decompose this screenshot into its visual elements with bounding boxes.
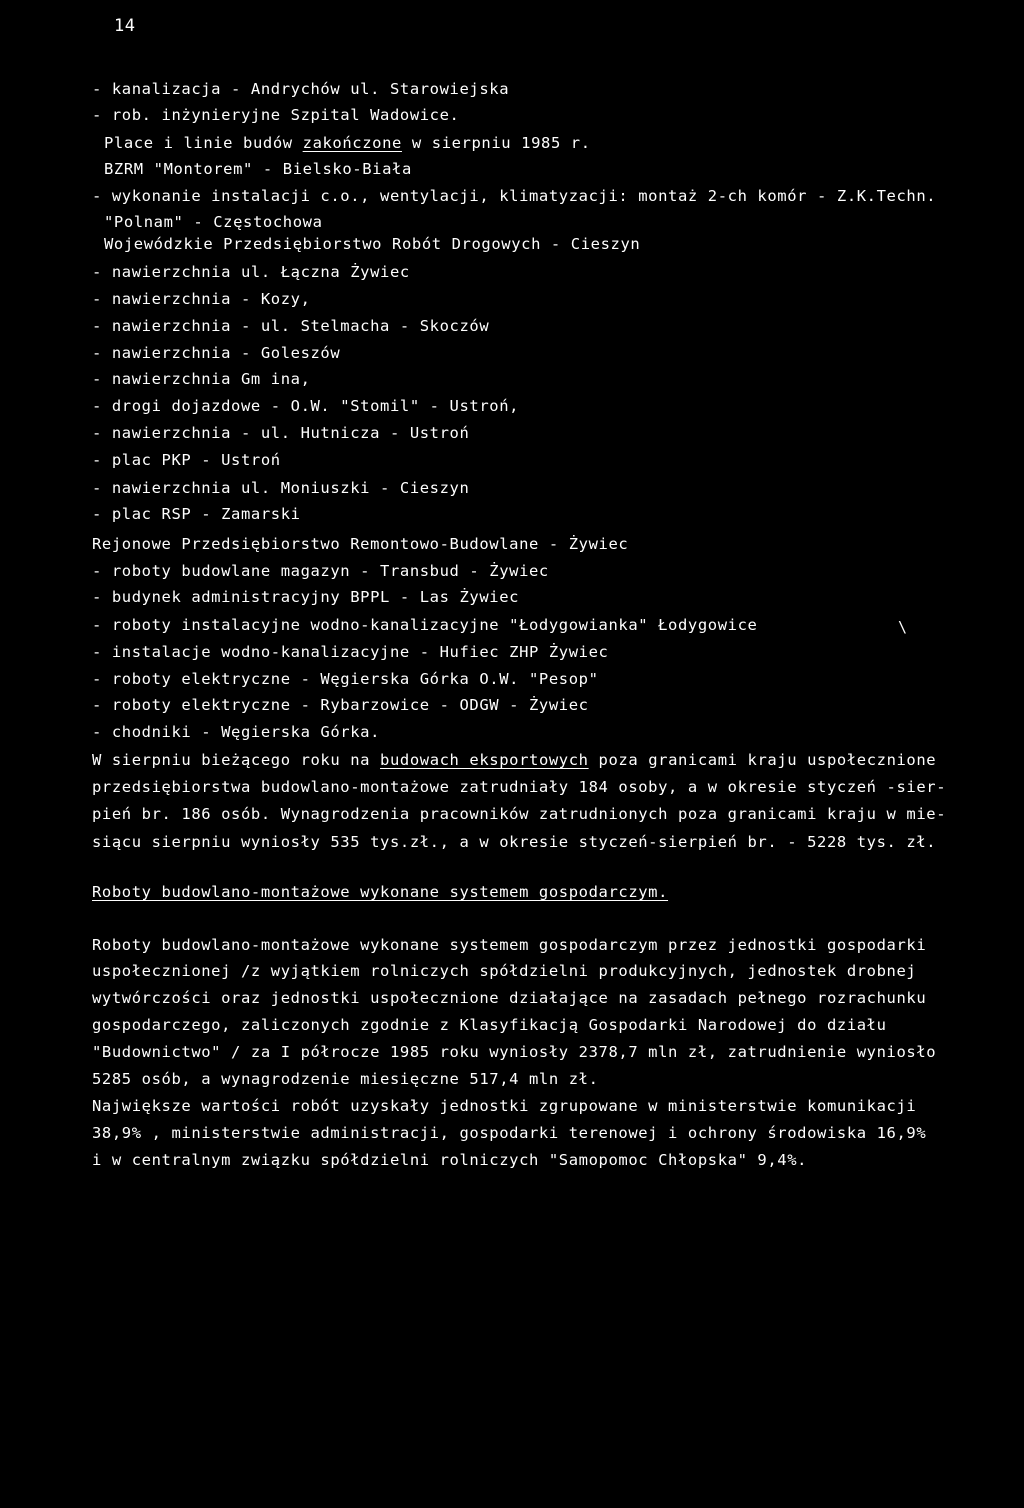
paragraph-line: 38,9% , ministerstwie administracji, gospodarki terenowej i ochrony środowiska 16,9% <box>92 1124 927 1142</box>
list-line: - nawierzchnia - Goleszów <box>92 344 341 362</box>
paragraph-line: uspołecznionej /z wyjątkiem rolniczych spółdzielni produkcyjnych, jednostek drobnej <box>92 962 917 980</box>
paragraph-line: "Budownictwo" / za I półrocze 1985 roku wyniosły 2378,7 mln zł, zatrudnienie wyniosło <box>92 1043 937 1061</box>
list-line: Wojewódzkie Przedsiębiorstwo Robót Drogowych - Cieszyn <box>104 235 641 253</box>
paragraph-line: przedsiębiorstwa budowlano-montażowe zatrudniały 184 osoby, a w okresie styczeń -sier- <box>92 778 947 796</box>
paragraph-line: gospodarczego, zaliczonych zgodnie z Klasyfikacją Gospodarki Narodowej do działu <box>92 1016 887 1034</box>
list-line: - nawierzchnia - Kozy, <box>92 290 311 308</box>
list-line: - rob. inżynieryjne Szpital Wadowice. <box>92 106 460 124</box>
paragraph-line: Roboty budowlano-montażowe wykonane systemem gospodarczym przez jednostki gospodarki <box>92 936 927 954</box>
page-number: 14 <box>114 16 136 36</box>
text-segment: w sierpniu 1985 r. <box>401 134 591 152</box>
list-line: - roboty budowlane magazyn - Transbud - Żywiec <box>92 562 549 580</box>
list-line: - kanalizacja - Andrychów ul. Starowiejska <box>92 80 510 98</box>
list-line: - budynek administracyjny BPPL - Las Żywiec <box>92 588 520 606</box>
list-line: - plac RSP - Zamarski <box>92 505 301 523</box>
list-line: BZRM "Montorem" - Bielsko-Biała <box>104 160 412 178</box>
paragraph-line <box>92 751 936 769</box>
paragraph-line: wytwórczości oraz jednostki uspołecznione działające na zasadach pełnego rozrachunku <box>92 989 927 1007</box>
paragraph-line: i w centralnym związku spółdzielni rolniczych "Samopomoc Chłopska" 9,4%. <box>92 1151 808 1169</box>
list-line: - nawierzchnia ul. Moniuszki - Cieszyn <box>92 479 470 497</box>
list-line: - roboty elektryczne - Węgierska Górka O.W. "Pesop" <box>92 670 599 688</box>
stray-mark: \ <box>898 618 908 636</box>
list-line: - instalacje wodno-kanalizacyjne - Hufiec ZHP Żywiec <box>92 643 609 661</box>
list-line: - nawierzchnia - ul. Hutnicza - Ustroń <box>92 424 470 442</box>
list-line: - nawierzchnia ul. Łączna Żywiec <box>92 263 410 281</box>
paragraph-line: 5285 osób, a wynagrodzenie miesięczne 517,4 mln zł. <box>92 1070 599 1088</box>
paragraph-line: siącu sierpniu wyniosły 535 tys.zł., a w okresie styczeń-sierpień br. - 5228 tys. zł. <box>92 833 937 851</box>
paragraph-line: Największe wartości robót uzyskały jednostki zgrupowane w ministerstwie komunikacji <box>92 1097 917 1115</box>
text-segment: W sierpniu bieżącego roku na <box>92 751 381 769</box>
list-line: - chodniki - Węgierska Górka. <box>92 723 381 741</box>
list-line: - drogi dojazdowe - O.W. "Stomil" - Ustroń, <box>92 397 520 415</box>
list-line: - plac PKP - Ustroń <box>92 451 281 469</box>
underlined-phrase: budowach eksportowych <box>380 751 589 769</box>
list-line: Rejonowe Przedsiębiorstwo Remontowo-Budowlane - Żywiec <box>92 535 629 553</box>
list-line: - nawierzchnia - ul. Stelmacha - Skoczów <box>92 317 490 335</box>
text-segment: poza granicami kraju uspołecznione <box>588 751 937 769</box>
list-line: - nawierzchnia Gm ina, <box>92 370 311 388</box>
list-line: - roboty elektryczne - Rybarzowice - ODGW - Żywiec <box>92 696 589 714</box>
paragraph-line: pień br. 186 osób. Wynagrodzenia pracowników zatrudnionych poza granicami kraju w mie- <box>92 805 947 823</box>
list-line: "Polnam" - Częstochowa <box>104 213 323 231</box>
underlined-word: zakończone <box>302 134 402 152</box>
section-heading: Roboty budowlano-montażowe wykonane systemem gospodarczym. <box>92 883 669 901</box>
list-line-place <box>104 134 591 152</box>
list-line: - wykonanie instalacji c.o., wentylacji, klimatyzacji: montaż 2-ch komór - Z.K.Techn. <box>92 187 937 205</box>
text-segment: Place i linie budów <box>104 134 303 152</box>
list-line: - roboty instalacyjne wodno-kanalizacyjne "Łodygowianka" Łodygowice <box>92 616 758 634</box>
